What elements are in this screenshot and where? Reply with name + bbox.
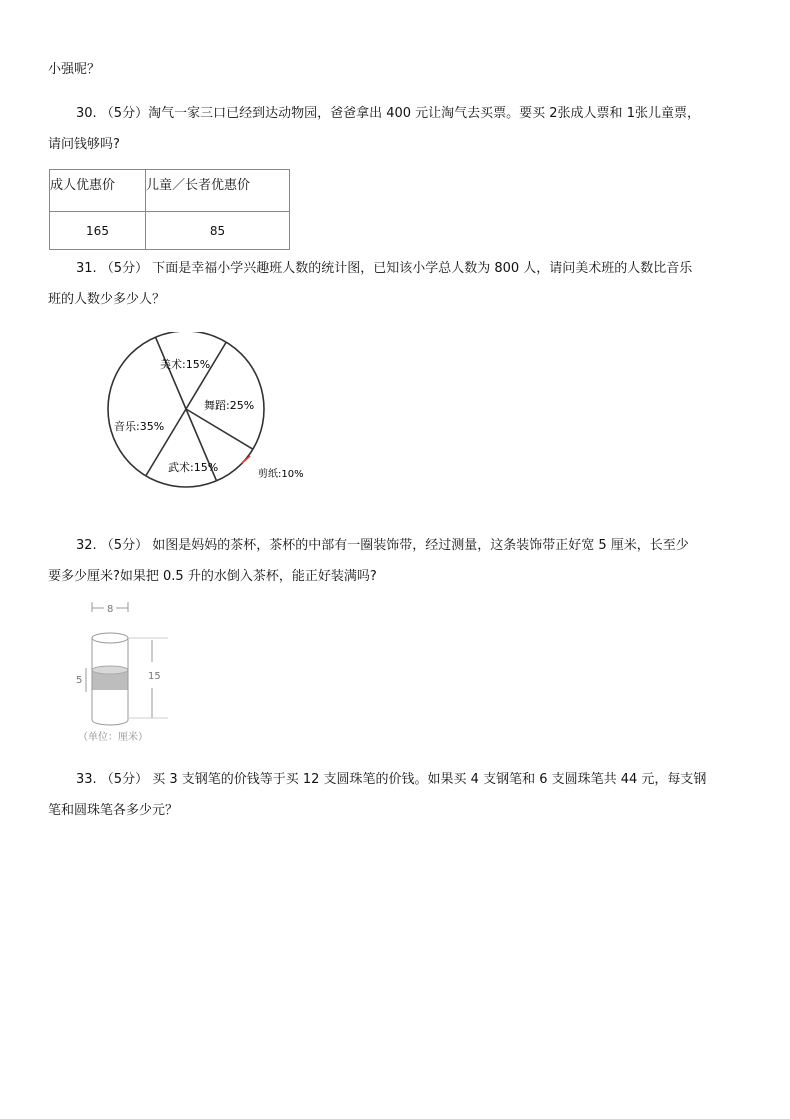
question-31-text: 31. （5分） 下面是幸福小学兴趣班人数的统计图，已知该小学总人数为 800 人，请问美术班的人数比音乐 xyxy=(76,261,693,276)
question-32-text: 32. （5分） 如图是妈妈的茶杯，茶杯的中部有一圈装饰带，经过测量，这条装饰带正好宽 5 厘米，长至少 xyxy=(76,538,689,553)
table-header-adult: 成人优惠价 xyxy=(50,170,146,212)
band-width-label: 5 xyxy=(76,675,83,686)
table-cell-child-price: 85 xyxy=(146,212,290,250)
interest-class-pie-chart xyxy=(100,332,330,497)
pie-label-dance: 舞蹈:25% xyxy=(204,399,255,412)
pie-label-martial: 武术:15% xyxy=(168,461,219,474)
table-row xyxy=(50,212,290,250)
table-header-child: 儿童／长者优惠价 xyxy=(146,170,290,212)
teacup-figure xyxy=(68,600,188,750)
table-cell-adult-price: 165 xyxy=(50,212,146,250)
pie-label-art: 美术:15% xyxy=(160,358,211,371)
question-30-text: 30. （5分）淘气一家三口已经到达动物园，爸爸拿出 400 元让淘气去买票。要买 2张成人票和 1张儿童票， xyxy=(76,106,700,121)
pie-label-music: 音乐:35% xyxy=(114,420,165,433)
cup-height-label: 15 xyxy=(148,671,161,682)
ticket-price-table xyxy=(49,169,290,250)
pie-label-papercut: 剪纸:10% xyxy=(258,469,304,480)
question-33-text: 33. （5分） 买 3 支钢笔的价钱等于买 12 支圆珠笔的价钱。如果买 4 支钢笔和 6 支圆珠笔共 44 元，每支钢 xyxy=(76,772,707,787)
question-31-text-cont: 班的人数少多少人？ xyxy=(48,292,166,307)
question-30-text-cont: 请问钱够吗? xyxy=(48,137,120,152)
question-33-text-cont: 笔和圆珠笔各多少元？ xyxy=(48,803,179,818)
table-row xyxy=(50,170,290,212)
unit-caption: （单位：厘米） xyxy=(78,732,148,743)
cup-diameter-label: 8 xyxy=(107,604,114,615)
previous-question-tail: 小强呢？ xyxy=(48,62,101,77)
question-32-text-cont: 要多少厘米?如果把 0.5 升的水倒入茶杯，能正好装满吗? xyxy=(48,569,377,584)
